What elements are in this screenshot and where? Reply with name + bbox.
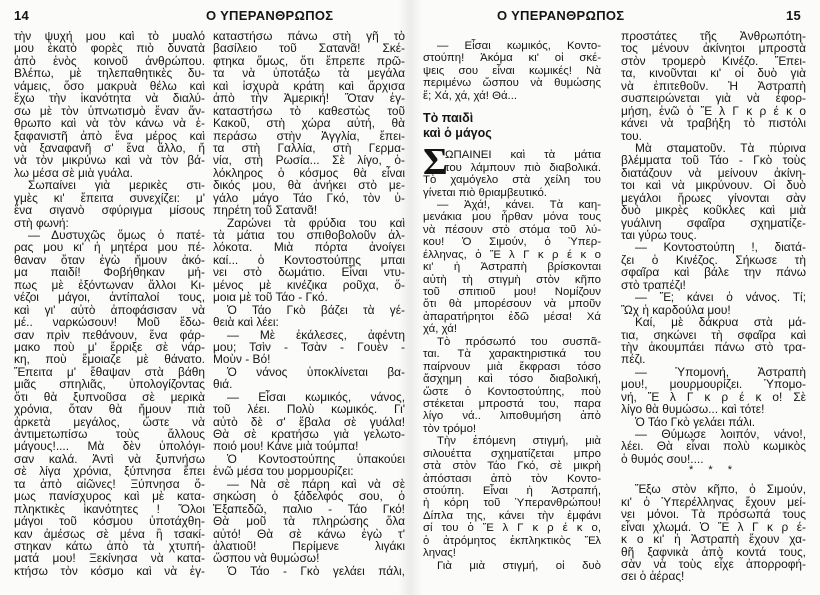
text-line: σαν πρὶν πεθάνουν, ἕνα φάρ- [14,327,205,342]
text-line: Ὁ Τάο Γκὸ βάζει τὰ γέ- [227,302,405,317]
paragraph [621,366,806,416]
text-line: νὰ τὸν μικρύνω καὶ νὰ τὸν βά- [14,153,205,168]
text-line: δυὸ μικρὲς κοῦκλες καὶ μιὰ [621,203,806,218]
text-line: περάσω στὴν Ἀγγλία, ἔπει- [213,128,405,143]
text-line: Ὁ νάνος ὑποκλίνεται βα- [227,364,405,379]
text-line: σω μὲ τὸν ὑπνωτισμὸ ἕναν ἄν- [14,103,205,118]
paragraph [621,316,806,366]
text-line: — Κοντοστούπη !, διατά- [635,240,806,255]
text-line: τοῦ λέει. Πολὺ κωμικός. Γι' [213,402,405,417]
text-line: τα, κινοῦνται κι' οἱ δυὸ γιὰ [621,66,806,81]
text-line: — Νὰ σὲ πάρη καὶ νὰ σὲ [227,476,405,491]
text-line: χρόνια, ὅταν θὰ ἤμουν πιὰ [14,402,205,417]
text-line: σαν καλά. Ἀντὶ νὰ ξυπνήσω [14,451,205,466]
text-line: στηκαν κάτω ἀπὸ τὰ χτυπή- [14,538,205,553]
text-line: μήση, ἐνῶ ὁ Ἔ λ Γ κ ρ έ κ ο [621,103,806,118]
text-line: θειὰ καὶ λέει: [213,315,279,330]
text-line: σί του ὁ Ἔ λ Γ κ ρ έ κ ο, [423,522,601,535]
text-line: αὐτὸ δὲ σ' ἔβαλα σὲ γυάλα! [213,414,405,429]
text-line: ὁ θυμός σου!.... [621,451,704,466]
text-line: λίγο θὰ θυμώσω... καὶ τότε! [621,402,765,417]
text-line: μέ.. ναρκώσουν! Μοῦ ἔδω- [14,315,205,330]
text-line: Μὰ σταματοῦν. Τὰ πύρινα [635,140,806,155]
text-line: νέζοι μάγοι, ἀντίπαλοί τους, [14,290,205,305]
text-line: Ὁ Τάο Γκὸ γελάει πάλι. [635,414,756,429]
paragraph [423,435,601,559]
text-line: στὴ φωνή: [14,215,69,230]
text-line: ὁ ἀτρόμητος ἐκπληκτικὸς Ἕλ [423,534,601,547]
text-line: πληκτικὲς ἱκανότητες ! Ὅλοι [14,501,205,516]
text-line: γυάλινη σφαῖρα σχηματίζε- [621,215,806,230]
text-line: Θὰ σὲ κρατήσω γιὰ γελωτο- [213,427,405,441]
text-line: γμὲς κι' ἔπειτα συνεχίζει: μ' [14,190,205,205]
text-line: καταστήσω τὸ καθεστὼς τοῦ [213,103,405,118]
text-line: αὐτό! Θὰ σὲ κάνω ἐγὼ τ' [213,526,405,541]
text-line: ΩΠΑΙΝΕΙ καὶ τὰ μάτια [445,149,601,162]
text-line: — Ἀχά!, κάνει. Τὰ καη- [437,198,601,211]
section-heading [423,111,601,140]
text-line: ἀπόστασι ἀπὸ τὸν Κοντο- [423,472,601,485]
text-line: Ἔξω στὸν κῆπο, ὁ Σιμούν, [635,482,806,497]
text-line: θῆ ξαφνικὰ ἀπὸ κοντά τους, [621,544,806,559]
text-line: ἀλατιοῦ! Περίμενε λιγάκι [213,538,405,553]
text-line: λέει. Θὰ εἶναι πολὺ κωμικὸς [621,439,806,454]
text-line: στούπη. Εἶναι ἡ Ἀστραπή, [423,485,601,497]
text-line: σει ὁ ἀέρας! [621,569,685,584]
text-line: στὸν τρομερὸ Κινέζο. Ἔπει- [621,53,806,68]
text-line: — Δυστυχῶς ὅμως ὁ πατέ- [28,228,205,242]
text-line: τα νὰ ὑποτάξω τὰ μεγάλα [213,66,405,81]
text-line: λόκοτα. Μιὰ πόρτα ἀνοίγει [213,240,405,255]
text-line: παίρνουν μιὰ ἔκφρασι τόσο [423,360,601,373]
text-line: προστάτες τῆς Ἀνθρωπότη- [621,29,806,43]
text-column-2 [213,30,405,577]
text-line: του. [621,128,642,143]
paragraph [213,329,405,366]
section-heading-line: Τὸ παιδὶ [423,111,474,126]
text-line: κου! Ὁ Σιμούν, ὁ Ὑπερ- [423,236,601,249]
text-line: τια, σηκώνει τὴ σφαῖρα καὶ [621,327,806,342]
paragraph [621,291,806,316]
text-line: Ἔπειτα μ' ἔθαψαν στὰ βάθη [14,364,205,379]
text-line: ἡ κόρη τοῦ Ὑπερανθρώπου! [423,497,601,510]
text-line: ληνας! [423,547,456,560]
text-line: στὸ τραπέζι! [621,277,686,292]
text-line: χά, χά! [423,323,458,336]
text-line: λω μέσα σὲ μιὰ γυάλα. [14,165,133,180]
text-line: ἀντιμετωπίσω τοὺς ἄλλους [14,427,205,441]
text-line: ται. Τὰ χαρακτηριστικά του [423,348,601,361]
text-line: ὥσπου νὰ θυμώσω! [213,551,320,566]
text-line: δικός μου, θὰ ἀνήκει στὸ με- [213,178,405,193]
text-line: πέζι. [621,352,646,367]
text-line: κι' ὁ Ὑπερέλληνας ἔχουν μεί- [621,494,806,509]
text-line: σὲ λίγα χρόνια, ξύπνησα ἔπει [14,464,205,479]
text-line: σιλουέττα σχηματίζεται μπρο [423,447,601,460]
text-column-3 [423,40,601,572]
text-line: θαναν ὅταν ἐγὼ ἤμουν ἀκό- [14,252,205,267]
text-line: Καί, μὲ δάκρυα στὰ μά- [635,315,806,330]
text-line: ἀρκετὰ μεγάλος, ὥστε νὰ [14,414,205,429]
left-page-number: 14 [14,8,30,23]
text-line: ἄσχημη καὶ τόσο διαβολική, [423,373,601,386]
text-line: ματά μου! Ξεκίνησα νὰ κατα- [14,551,205,566]
text-line: Τὴν ἑπόμενη στιγμή, μιὰ [437,435,601,448]
text-line: μακο ποὺ μ' ἔρριξε σὲ νάρ- [14,339,205,354]
text-line: βλέμματα τοῦ Τάο - Γκὸ τοὺς [621,153,806,168]
text-line: κι' ἡ Ἀστραπὴ βρίσκονται [423,261,601,274]
text-line: στούπη! Ἀκόμα κι' οἱ σκέ- [423,52,601,65]
text-line: του λάμπουν πιὸ διαβολικά. [445,161,601,174]
text-line: εἶναι χλωμά. Ὁ Ἔ λ Γ κ ρ έ- [621,519,806,534]
text-line: Μοὺν - Βό! [213,352,271,367]
text-line: — Εἶσαι κωμικός, νάνος, [227,389,405,404]
text-line: μεγάλοι ἥρωες γίνονται σὰν [621,190,806,205]
text-line: ἕνα σιγανὸ σφύριγμα μίσους [14,203,205,218]
text-line: καὶ γι' αὐτὸ ἀποφάσισαν νὰ [14,302,205,317]
text-line: νει μόνοι. Τὰ πρόσωπά τους [621,507,806,522]
text-line: μου ἑκατὸ φορὲς πιὸ δυνατὰ [14,41,205,56]
text-line: τα ἀπὸ αἰῶνες! Ξύπνησα ὅ- [14,476,205,491]
text-line: τὸν τρόμο! [423,422,477,435]
text-line: πηρέτη τοῦ Σατανᾶ! [213,203,318,218]
text-line: ἔχω τὴν ἱκανότητα νὰ διαλύ- [14,91,205,106]
text-line: ζει ὁ Κινέζος. Σήκωσε τὴ [621,252,806,267]
text-line: στέκεται μπροστά του, παρα [423,397,601,410]
text-line: τος μένουν ἀκίνητοι μπροστὰ [621,41,806,56]
paragraph [213,453,405,478]
text-line: ὅτι θὰ μπορέσουν νὰ μποῦν [423,298,601,311]
text-line: διατάζουν νὰ μείνουν ἀκίνη- [621,165,806,180]
drop-cap-letter: Σ [423,141,448,184]
text-line: Ὁ Κοντοστούπης ὑπακούει [227,451,405,466]
text-line: καν ἀμέσως σὲ μένα ἢ τσακί- [14,526,205,541]
text-line: Θὰ μοῦ τὰ πληρώσης ὅλα [213,514,405,529]
text-line: νὰ ξαναφανῆ σ' ἕνα ἄλλο, ἤ [14,140,205,155]
text-line: έλληνας, ὁ Ἔ λ Γ κ ρ έ κ ο [423,248,601,261]
section-heading-line: καὶ ὁ μάγος [423,125,492,140]
text-line: Βλέπω, μὲ τηλεπαθητικὲς δυ- [14,66,205,81]
text-line: φτηκα ὅμως, ὅτι ἔπρεπε πρῶ- [213,53,405,68]
paragraph [14,179,205,229]
text-line: ἀπαρατήρητοι ἐδῶ μέσα! Χά [423,310,601,323]
text-line: νὰ πέσουν στὸ στόμα τοῦ λύ- [423,223,601,236]
text-line: ποιό μου! Κάνε μιὰ τούμπα! [213,439,359,454]
text-line: ἀπὸ ἑνὸς κοινοῦ ἀνθρώπου. [14,53,205,68]
paragraph [213,391,405,453]
text-line: Κακοῦ, στὴ χώρα αὐτή, θὰ [213,116,405,131]
text-line: καταστήσω πάνω στὴ γῆ τὸ [213,29,405,43]
text-line: κάνει νὰ τραβήξη τὸ πιστόλι [621,116,806,131]
text-line: ἀπὸ τὴν Ἀμερική! Ὅταν ἐγ- [213,91,405,106]
text-line: Σωπαίνει γιὰ μερικὲς στι- [28,178,205,193]
text-line: σὰν νὰ τοὺς εἶχε ἀπορροφή- [621,556,806,571]
left-running-title: Ο ΥΠΕΡΑΝΘΡΩΠΟΣ [206,8,334,23]
text-line: τὴν ἀκουμπάει πάνω στὸ τρα- [621,339,806,354]
paragraph [213,565,405,577]
text-line: τα στὴ Γαλλία, στὴ Γερμα- [213,140,405,155]
text-line: μοια μὲ τοῦ Τάο - Γκό. [213,290,328,305]
text-line: ἐνῶ μέσα του μορμουρίζει: [213,464,354,479]
text-line: νάμεις, ὅσο μακρυὰ θέλω καὶ [14,78,205,93]
text-line: κ ο κι' ἡ Ἀστραπὴ ἔχουν χα- [621,532,806,547]
paragraph [213,366,405,391]
paragraph [621,428,806,465]
text-line: θιά. [213,377,233,392]
text-line: μένος μὲ κινέζικα ροῦχα, ὅ- [213,277,405,292]
text-line: μου!, μουρμουρίζει. Ὑπομο- [621,377,806,392]
text-line: ἔ; Χά, χά, χά! Θά... [423,89,518,102]
paragraph [14,229,205,577]
text-line: μιᾶς σπηλιᾶς, ὑπολογίζοντας [14,377,205,392]
text-line: κτήσω τὸν κόσμο καὶ νὰ ἐγ- [14,563,205,578]
text-line: — Εἶσαι κωμικός, Κοντο- [437,40,601,52]
text-line: λόκληρος ὁ κόσμος θὰ εἶναι [213,165,405,180]
text-line: — Ἔ; κάνει ὁ νάνος. Τί; [635,290,806,305]
paragraph [213,217,405,304]
paragraph [423,560,601,572]
text-line: ὥστε ὁ Κοντοστούπης, ποὺ [423,385,601,398]
text-line: μου; Τσὶν - Τσὰν - Γουὲν - [213,339,405,354]
text-line: συσπειρώνεται γιὰ νὰ ἐφορ- [621,91,806,106]
text-line: Δίπλα της, κάνει τὴν ἐμφάνι [423,509,601,522]
text-line: σφαῖρα καὶ βάλε την πάνω [621,265,806,280]
paragraph [423,336,601,436]
text-line: Τὸ πρόσωπό του συσπᾶ- [437,335,601,348]
text-line: στὰ στὸν Τάο Γκό, σὲ μικρὴ [423,460,601,473]
text-line: βασίλειο τοῦ Σατανᾶ! Σκέ- [213,41,405,56]
text-line: καὶ ἰσχυρὰ κράτη καὶ ἄρχισα [213,78,405,93]
right-page-number: 15 [786,8,802,23]
text-line: τοι καὶ νὰ μικρύνουν. Οἱ δυὸ [621,178,806,193]
paragraph [621,241,806,291]
text-line: Γιὰ μιὰ στιγμή, οἱ δυὸ [437,559,601,572]
text-line: ξαφανιστῆ ἀπὸ ἕνα μέρος καὶ [14,128,205,143]
paragraph [621,142,806,242]
paragraph [213,30,405,217]
text-line: μενάκια μου ἦρθαν μόνα τους [423,211,601,224]
text-line: Τὸ χαμόγελο στὰ χείλη του [423,174,601,187]
paragraph [423,199,601,336]
text-line: — Μὲ ἐκάλεσες, ἀφέντη [227,327,405,342]
text-line: τὰ μάτια του σπιθοβολοῦν ἀλ- [213,228,405,242]
text-line: νή, Ἔ λ Γ κ ρ έ κ ο! Σὲ [621,389,806,404]
text-line: ρας μου κι' ἡ μητέρα μου πέ- [14,240,205,255]
text-line: γάλο μάγο Τάο Γκό, τὸν ὑ- [213,190,405,205]
text-line: πως μὲ ἐξόντωναν ἄλλοι Κι- [14,277,205,292]
text-line: — Ὑπομονή, Ἀστραπὴ [635,364,806,379]
text-line: ψεις σου εἶναι κωμικές! Νὰ [423,64,601,77]
paragraph [213,304,405,329]
text-line: ὅτι θὰ ξυπνοῦσα σὲ μερικὰ [14,389,205,404]
paragraph [423,40,601,102]
paragraph [621,483,806,583]
section-break-stars: * * * [689,464,738,477]
text-column-1 [14,30,205,577]
text-line: κη, ποὺ ἔμοιαζε μὲ θάνατο. [14,352,205,367]
text-line: τὴν ψυχή μου καὶ τὸ μυαλό [14,29,205,43]
text-line: γίνεται πιὸ θριαμβευτικό. [423,186,547,199]
text-line: μως πανίσχυρος καὶ μὲ κατα- [14,489,205,504]
text-line: νία, στὴ Ρωσία... Σὲ λίγο, ὁ- [213,153,405,168]
text-line: νει στὸ δωμάτιο. Εἶναι ντυ- [213,265,405,280]
drop-cap-paragraph [423,141,601,199]
text-line: — Θύμωσε λοιπόν, νάνο!, [635,427,806,441]
text-line: Ὁ Τάο - Γκὸ γελάει πάλι, [227,563,405,578]
text-line: ται γύρω τους. [621,228,697,242]
text-line: μα παιδί! Φοβήθηκαν μή- [14,265,205,280]
text-line: Ζαρώνει τὰ φρύδια του καὶ [227,215,405,230]
text-line: θρωπο καὶ νὰ τὸν κάνω νὰ ἐ- [14,116,205,131]
text-line: μάγοι τοῦ κόσμου ὑποτάχθη- [14,514,205,529]
paragraph [213,478,405,565]
text-line: Ἐξαπεδῶ, παλιο - Τάο Γκό! [213,501,405,516]
paragraph [621,30,806,142]
text-line: αὐτὴ τὴ στιγμὴ στὸν κῆπο [423,273,601,286]
text-line: Ὢχ ἡ καρδούλα μου! [621,302,731,317]
text-line: νὰ ἐπιτεθοῦν. Ἡ Ἀστραπὴ [621,78,806,93]
text-line: τοῦ σπιτιοῦ μου! Νομίζουν [423,286,601,298]
text-line: μάγους!.... Μὰ δὲν ὑπολόγι- [14,439,205,454]
text-line: σηκώση ὁ ξάδελφός σου, ὁ [213,489,405,504]
text-line: περιμένω ὥσπου νὰ θυμώσης [423,77,601,90]
text-line: καί... ὁ Κοντοστούπης μπαι [213,252,405,267]
text-column-4 [621,30,806,583]
text-line: λίγο νά.. λιποθυμήση ἀπὸ [423,410,601,423]
paragraph [14,30,205,179]
right-running-title: Ο ΥΠΕΡΑΝΘΡΩΠΟΣ [497,8,625,23]
